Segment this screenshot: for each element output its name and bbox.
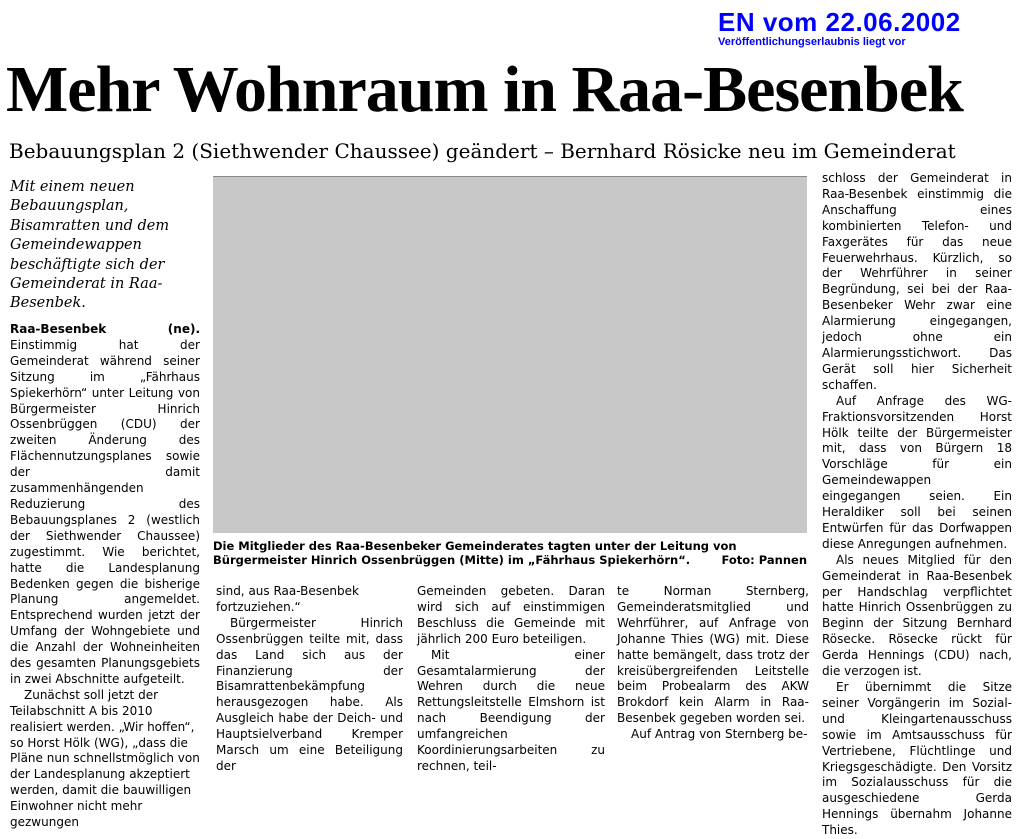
paragraph: Mit einer Gesamtalarmierung der Wehren durch die neue Rettungsleitstelle Elmshorn ist nach Beendigung der umfangreichen Koordinierungsarbeiten zu rechnen, teil- bbox=[417, 647, 605, 773]
photo-caption bbox=[213, 539, 807, 567]
paragraph: Auf Antrag von Sternberg be- bbox=[631, 727, 808, 742]
paragraph-text: Einstimmig hat der Gemeinderat während seiner Sitzung im „Fährhaus Spiekerhörn“ unter Leitung von Bürgermeister Hinrich Ossenbrüggen (CDU) der zweiten Änderung des Flächennutzungsplanes sowie der damit zusammenhängenden Reduzierung des Bebauungsplanes 2 (westlich der Siethwender Chaussee) zugestimmt. Wie berichtet, hatte die Landesplanung Bedenken gegen die bisherige Planung angemeldet. Entsprechend wurden jetzt der Umfang der Wohngebiete und die Anzahl der Wohneinheiten des gesamten Planungsgebiets in zwei Abschnitte aufgeteilt. bbox=[10, 337, 200, 686]
subheadline: Bebauungsplan 2 (Siethwender Chaussee) geändert – Bernhard Rösicke neu im Gemeinderat bbox=[9, 139, 956, 163]
headline: Mehr Wohnraum in Raa-Besenbek bbox=[6, 53, 963, 126]
article-photo bbox=[213, 176, 807, 533]
column-5 bbox=[822, 171, 1012, 839]
paragraph: schloss der Gemeinderat in Raa-Besenbek einstimmig die Anschaffung eines kombinierten Telefon- und Faxgerätes für das neue Feuerwehrhaus. Kürzlich, so der Wehrführer in seiner Begründung, sei bei der Raa-Besenbeker Wehr zwar eine Alarmierung eingegangen, jedoch ohne ein Alarmierungsstichwort. Das Gerät soll hier Sicherheit schaffen. bbox=[822, 171, 1012, 392]
paragraph: te Norman Sternberg, Gemeinderatsmitglied und Wehrführer, auf Anfrage von Johanne Thies (WG) mit. Diese hatte bemängelt, dass trotz der kreisübergreifenden Leitstelle beim Probealarm des AKW Brokdorf kein Alarm in Raa-Besenbek gegeben worden sei. bbox=[617, 584, 809, 726]
paragraph: Als neues Mitglied für den Gemeinderat in Raa-Besenbek per Handschlag verpflichtet hatte Hinrich Ossenbrüggen zu Beginn der Sitzung Bernhard Rösecke. Rösecke rückt für Gerda Hennings (CDU) nach, die verzogen ist. bbox=[822, 552, 1012, 679]
paragraph: Bürgermeister Hinrich Ossenbrüggen teilte mit, dass das Land sich aus der Finanzierung der Bisamrattenbekämpfung herausgezogen habe. Als Ausgleich habe der Deich- und Hauptsielverband Kremper Marsch um eine Beteiligung der bbox=[216, 615, 403, 773]
permission-note: Veröffentlichungserlaubnis liegt vor bbox=[718, 36, 906, 48]
caption-text: Die Mitglieder des Raa-Besenbeker Gemeinderates tagten unter der Leitung von Bürgermeister Hinrich Ossenbrüggen (Mitte) im „Fährhaus Spiekerhörn“. bbox=[213, 539, 737, 567]
source-stamp bbox=[718, 8, 1008, 49]
paragraph: Er übernimmt die Sitze seiner Vorgängerin im Sozial- und Kleingartenausschuss sowie im Amtsausschuss für Vertriebene, Flüchtlinge und Kriegsgeschädigte. Den Vorsitz im Sozialausschuss für die ausgeschiedene Gerda Hennings übernahm Johanne Thies. bbox=[822, 680, 1012, 838]
paragraph: Zunächst soll jetzt der Teilabschnitt A bis 2010 realisiert werden. „Wir hoffen“, so Horst Hölk (WG), „dass die Pläne nun schnellstmöglich von der Landesplanung akzeptiert werden, damit die bauwilligen Einwohner nicht mehr gezwungen bbox=[10, 687, 200, 830]
intro-text: Mit einem neuen Bebauungsplan, Bisamratten und dem Gemeindewappen beschäftigte sich der Gemeinderat in Raa-Besenbek. bbox=[10, 179, 170, 312]
column-2 bbox=[216, 584, 403, 775]
paragraph: Auf Anfrage des WG-Fraktionsvorsitzenden Horst Hölk teilte der Bürgermeister mit, dass von Bürgern 18 Vorschläge für ein Gemeindewappen eingegangen seien. Ein Heraldiker soll bei seinen Entwürfen für das Dorfwappen diese Anregungen aufnehmen. bbox=[822, 393, 1012, 551]
paragraph: sind, aus Raa-Besenbek fortzuziehen.“ bbox=[216, 584, 359, 614]
dateline: Raa-Besenbek (ne). bbox=[10, 322, 200, 336]
photo-credit: Foto: Pannen bbox=[721, 553, 807, 567]
column-3 bbox=[417, 584, 605, 775]
column-4 bbox=[617, 584, 809, 743]
column-1 bbox=[10, 322, 200, 831]
edition-label: EN vom 22.06.2002 bbox=[718, 7, 961, 37]
paragraph: Gemeinden gebeten. Daran wird sich auf einstimmigen Beschluss die Gemeinde mit jährlich 200 Euro beteiligen. bbox=[417, 584, 605, 646]
paragraph bbox=[10, 322, 200, 688]
